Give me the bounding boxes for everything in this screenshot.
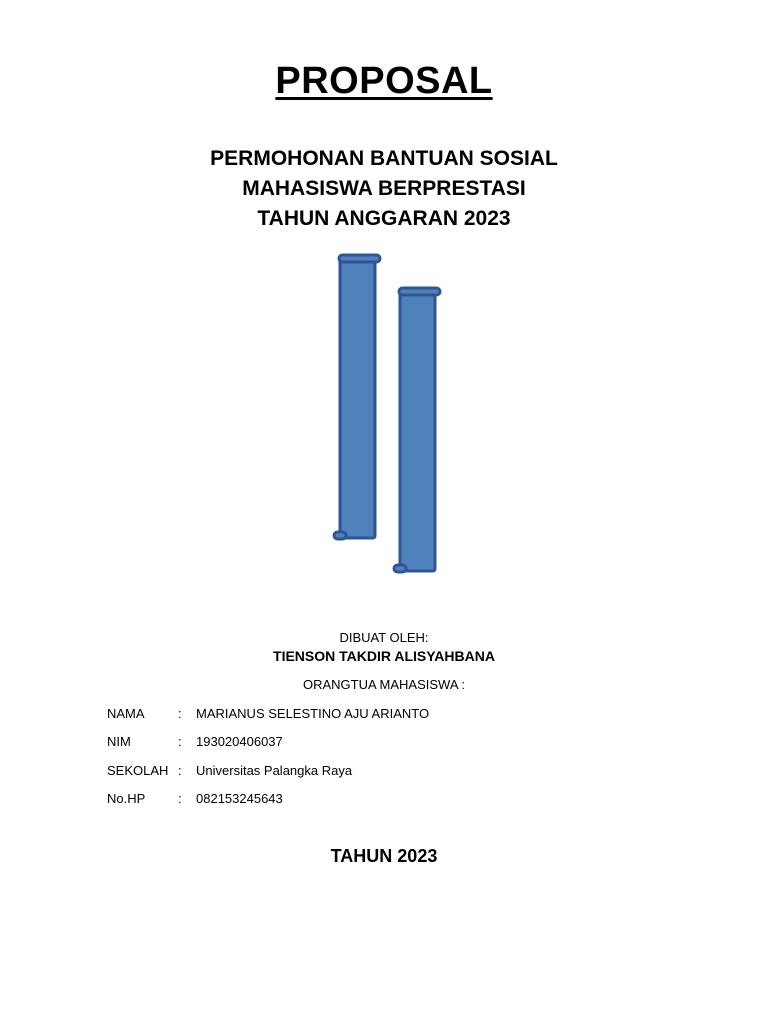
made-by-label: DIBUAT OLEH: [339, 630, 429, 645]
info-colon: : [178, 763, 182, 778]
info-value: Universitas Palangka Raya [196, 763, 353, 778]
parent-label: ORANGTUA MAHASISWA : [302, 677, 466, 692]
info-colon: : [178, 706, 182, 721]
info-label: SEKOLAH [107, 763, 169, 778]
info-label: NIM [107, 734, 131, 749]
info-colon: : [178, 791, 182, 806]
scroll-left-shape [334, 255, 380, 539]
info-value: 193020406037 [196, 734, 283, 749]
document-year: TAHUN 2023 [330, 846, 438, 866]
document-title: PROPOSAL [275, 60, 493, 102]
info-value: MARIANUS SELESTINO AJU ARIANTO [196, 706, 430, 721]
subtitle-line-2: MAHASISWA BERPRESTASI [242, 177, 526, 200]
info-label: No.HP [107, 791, 146, 806]
scroll-right-shape [394, 288, 440, 572]
info-value: 082153245643 [196, 791, 283, 806]
info-colon: : [178, 734, 182, 749]
subtitle-line-3: TAHUN ANGGARAN 2023 [257, 207, 511, 230]
subtitle-line-1: PERMOHONAN BANTUAN SOSIAL [210, 147, 558, 170]
author-name: TIENSON TAKDIR ALISYAHBANA [273, 648, 495, 664]
info-label: NAMA [107, 706, 145, 721]
